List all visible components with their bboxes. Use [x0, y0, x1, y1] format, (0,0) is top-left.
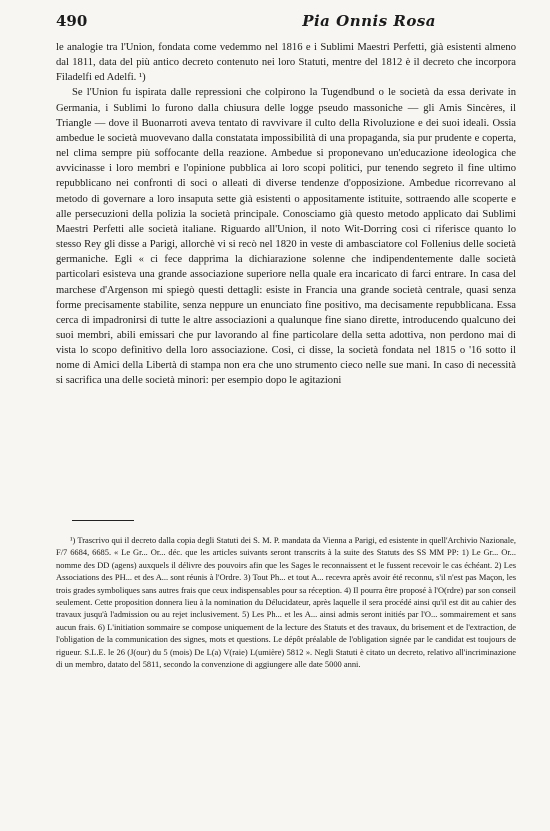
body-text — [56, 40, 516, 389]
footnote-divider — [72, 520, 134, 521]
running-title: Pia Onnis Rosa — [302, 12, 436, 30]
footnote — [56, 534, 516, 670]
paragraph-main: Se l'Union fu ispirata dalle repressioni che colpirono la Tugendbund o le società da essa derivate in Germania, i Sublimi lo furono dalla chiusura delle logge pseudo massoniche — gli Amis Sincères, il Triangle — dove il Buonarroti aveva tentato di ravvivare il culto della Rivoluzione e dei suoi ideali. Ossia ambedue le società muovevano dalla constatata impossibilità di una propaganda, sia pur prudente e coperta, nel clima sempre più soffocante della reazione. Ambedue si proponevano un'educazione ideologica che avvicinasse i loro membri e l'opinione pubblica ai loro scopi politici, pur tenendo segreto il fine ultimo repubblicano nei confronti di soci o alleati di diverse tendenze d'opposizione. Ambedue ricorrevano al metodo di governare a loro insaputa sette già esistenti o appositamente istituite, sottraendo alle scoperte e alle persecuzioni della polizia la società principale. Conosciamo già questo metodo applicato dai Sublimi Maestri Perfetti alle società italiane. Riguardo all'Union, il noto Wit-Dorring così ci riferisce quanto lo stesso Rey gli disse a Parigi, allorchè vi si recò nel 1820 in veste di ambasciatore col Follenius delle società germaniche. Egli « ci fece dapprima la dichiarazione solenne che indipendentemente dalle società particolari esisteva una grande associazione superiore nella quale era incaricato di farci entrare. In casa del marchese d'Argenson mi spiegò questi dettagli: esiste in Francia una grande società centrale, quasi senza forme precisamente stabilite, senza neppure un enunciato fine positivo, ma decisamente repubblicana. Essa cerca di impadronirsi di tutte le altre associazioni a qualunque fine siano dirette, introducendo qualcuno dei suoi membri, abili emissari che pur lavorando al fine particolare della setta adottiva, non perdono mai di vista lo scopo definitivo della loro associazione. Così, ci disse, la società fondata nel 1815 o '16 sotto il nome di Amici della Libertà di stampa non era che uno strumento cieco nelle sue mani. In caso di necessità si sacrifica una delle società minori: per esempio dopo le agitazioni — [56, 87, 516, 387]
footnote-text: ¹) Trascrivo qui il decreto dalla copia degli Statuti dei S. M. P. mandata da Vienna a Parigi, ed esistente in quell'Archivio Nazionale, F/7 6684, 6685. « Le Gr... Or... déc. que les articles suivants seront transcrits à la suite des Statuts des SS MM PP: 1) Le Gr... Or... nomme des DD (agens) auxquels il délivre des pouvoirs afin que les Sages le reconnaissent et le fussent recevoir le cas échéant. 2) Les Associations des PH... et des A... sont réunis à l'Ordre. 3) Tout Ph... et tout A... recevra après avoir été reconnu, s'il n'est pas Maçon, les trois grades symboliques sans autres frais que ceux indispensables pour sa réception. 4) Il pourra être proposé à l'O(rdre) par son conseil seulement. Cette proposition donnera lieu à la nomination du Délucidateur, après laquelle il sera procédé ainsi qu'il est dit au cahier des travaux jusqu'à l'admission ou au rejet inclusivement. 5) Les Ph... et les A... ainsi admis seront initiés par l'O... sommairement et sans aucun frais. 6) L'initiation sommaire se compose uniquement de la lecture des Statuts et des travaux, du brisement et de l'extraction, de l'obligation de la communication des signes, mots et questions. Le dépôt préalable de l'obligation signée par le candidat est toujours de rigueur. S.L.E. le 26 (J(our) du 5 (mois) De L(a) V(raie) L(umière) 5812 ». Negli Statuti è citato un decreto, relativo all'incriminazione di un membro, datato del 5811, secondo la convenzione di aggiungere alle date 5000 anni. — [56, 535, 516, 670]
page-number: 490 — [56, 12, 88, 30]
paragraph-continuation: le analogie tra l'Union, fondata come vedemmo nel 1816 e i Sublimi Maestri Perfetti, già esistenti almeno dal 1811, data del più antico decreto contenuto nei loro Statuti, mentre del 1812 è il decreto che incorpora Filadelfi ed Adelfi. ¹) — [56, 42, 516, 84]
page-header — [56, 10, 516, 32]
